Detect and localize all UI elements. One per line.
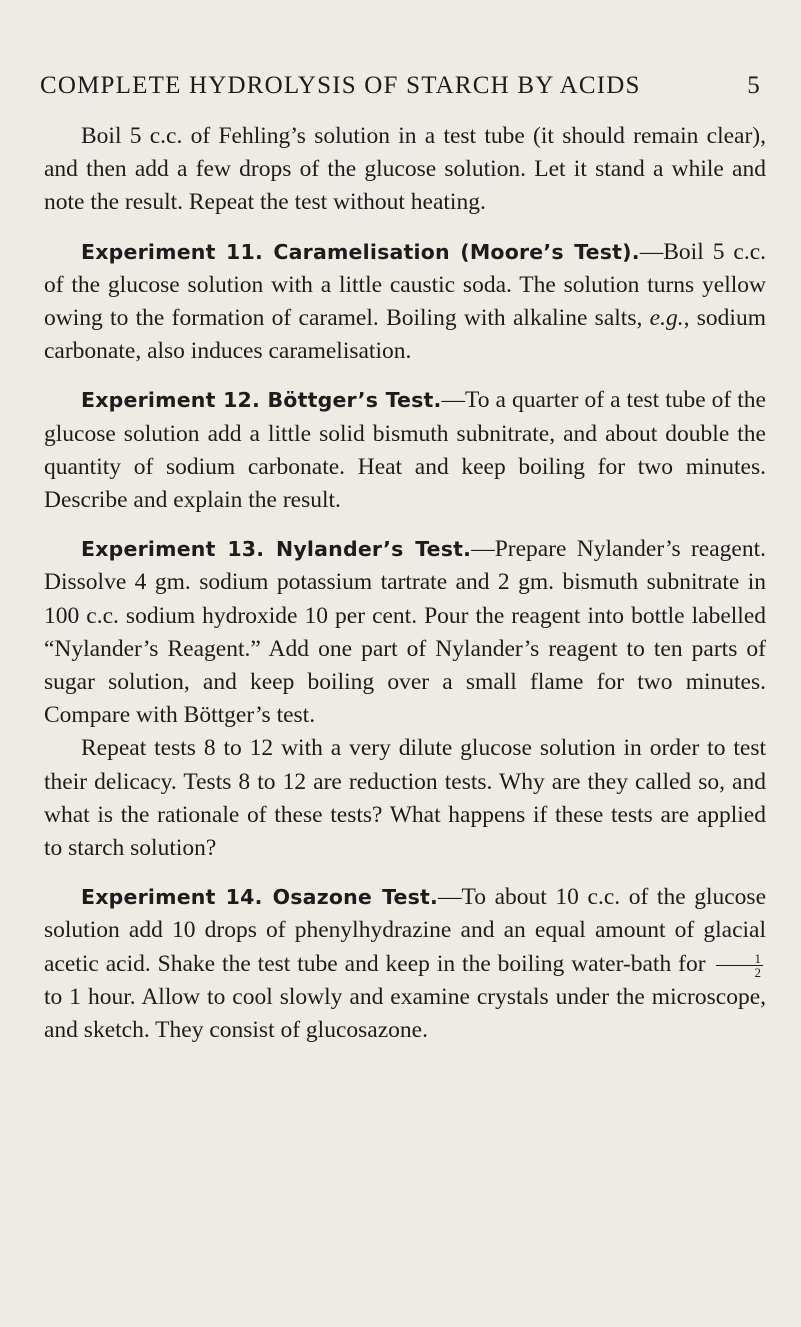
page-number: 5 bbox=[747, 72, 761, 99]
experiment-11-text-1: —Boil 5 c.c. of the glucose solution with a little caustic soda. The solution turns yellow owing to the formation of caramel. Boiling with alkaline salts, bbox=[44, 238, 767, 332]
fraction-denominator: 2 bbox=[754, 964, 761, 980]
paragraph-repeat-tests bbox=[44, 732, 766, 865]
paragraph-experiment-11 bbox=[44, 236, 766, 369]
paragraph-fehling bbox=[44, 120, 766, 220]
paragraph-fehling-text: Boil 5 c.c. of Fehling’s solution in a test tube (it should remain clear), and then add a few drops of the glucose solution. Let it stand a while and note the result. Repeat the test without heating. bbox=[44, 123, 766, 216]
running-head bbox=[40, 72, 761, 112]
experiment-14-heading: Experiment 14. Osazone Test. bbox=[81, 885, 439, 910]
running-title: COMPLETE HYDROLYSIS OF STARCH BY ACIDS bbox=[40, 72, 641, 99]
experiment-14-text-2: to 1 hour. Allow to cool slowly and examine crystals under the microscope, and sketch. They consist of glucosazone. bbox=[44, 983, 766, 1044]
experiment-12-heading: Experiment 12. Böttger’s Test. bbox=[81, 388, 442, 413]
body-text bbox=[44, 120, 766, 1047]
half-fraction bbox=[716, 952, 764, 979]
experiment-12-text: —To a quarter of a test tube of the glucose solution add a little solid bismuth subnitrate, and about double the quantity of sodium carbonate. Heat and keep boiling for two minutes. Describe and explain the result. bbox=[44, 387, 766, 514]
experiment-14-text-1: —To about 10 c.c. of the glucose solution add 10 drops of phenylhydrazine and an equal amount of glacial acetic acid. Shake the test tube and keep in the boiling water-bath for bbox=[44, 884, 767, 977]
experiment-11-heading: Experiment 11. Caramelisation (Moore’s Test). bbox=[81, 239, 640, 264]
paragraph-repeat-text: Repeat tests 8 to 12 with a very dilute glucose solution in order to test their delicacy. Tests 8 to 12 are reduction tests. Why are they called so, and what is the rationale of these tests? What happens if these tests are applied to starch solution? bbox=[44, 735, 766, 862]
experiment-13-text: —Prepare Nylander’s reagent. Dissolve 4 gm. sodium potassium tartrate and 2 gm. bismuth subnitrate in 100 c.c. sodium hydroxide 10 per cent. Pour the reagent into bottle labelled “Nylander’s Reagent.” Add one part of Nylander’s reagent to ten parts of sugar solution, and keep boiling over a small flame for two minutes. Compare with Böttger’s test. bbox=[44, 536, 766, 729]
paragraph-experiment-12 bbox=[44, 384, 766, 517]
experiment-13-heading: Experiment 13. Nylander’s Test. bbox=[81, 537, 472, 562]
paragraph-experiment-13 bbox=[44, 533, 766, 732]
experiment-11-text-2: , sodium carbonate, also induces caramelisation. bbox=[44, 305, 766, 365]
fraction-numerator: 1 bbox=[716, 952, 764, 966]
experiment-11-eg: e.g. bbox=[649, 305, 684, 332]
paragraph-experiment-14 bbox=[44, 881, 766, 1047]
